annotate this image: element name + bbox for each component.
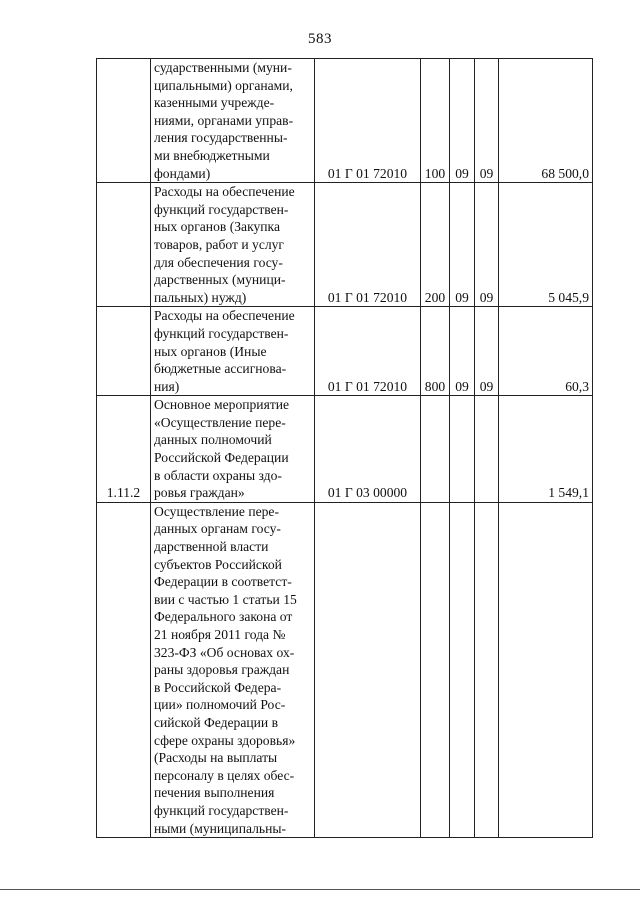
item-number-cell xyxy=(97,502,151,837)
description-line: Расходы на обеспечение xyxy=(154,184,295,200)
description-line: данных органам госу- xyxy=(154,521,281,537)
subsection-cell xyxy=(475,396,499,503)
target-code-cell xyxy=(315,502,421,837)
item-number-cell xyxy=(97,307,151,396)
description-line: функций государствен- xyxy=(154,325,289,341)
description-cell xyxy=(151,502,315,837)
description-line: 21 ноября 2011 года № xyxy=(154,627,286,642)
subsection-cell xyxy=(475,502,499,837)
description-line: ми внебюджетными xyxy=(154,147,270,163)
table-body xyxy=(97,59,593,838)
description-line: персоналу в целях обес- xyxy=(154,767,295,783)
target-code-cell: 01 Г 01 72010 xyxy=(315,59,421,183)
amount-cell: 5 045,9 xyxy=(499,183,593,307)
subsection-cell: 09 xyxy=(475,183,499,307)
description-line: вии с частью 1 статьи 15 xyxy=(154,591,297,607)
description-line: товаров, работ и услуг xyxy=(154,236,285,252)
description-line: ции» полномочий Рос- xyxy=(154,697,286,713)
amount-cell: 60,3 xyxy=(499,307,593,396)
description-line: ния) xyxy=(154,378,180,394)
description-cell xyxy=(151,396,315,503)
description-line: ными (муниципальны- xyxy=(154,820,287,836)
description-cell xyxy=(151,183,315,307)
expense-type-cell xyxy=(421,396,450,503)
expense-type-cell xyxy=(421,502,450,837)
page-number: 583 xyxy=(308,31,332,47)
section-cell: 09 xyxy=(450,307,475,396)
amount-cell: 68 500,0 xyxy=(499,59,593,183)
description-line: дарственных (муници- xyxy=(154,272,286,288)
description-line: «Осуществление пере- xyxy=(154,414,286,430)
description-line: сударственными (муни- xyxy=(154,60,292,75)
table-row xyxy=(97,396,593,503)
description-line: фондами) xyxy=(154,165,211,181)
description-line: Федерации в соответст- xyxy=(154,574,292,590)
description-line: ных органов (Закупка xyxy=(154,219,280,235)
item-number-cell: 1.11.2 xyxy=(97,396,151,503)
description-line: Российской Федерации xyxy=(154,450,289,466)
table-row xyxy=(97,59,593,183)
description-line: Основное мероприятие xyxy=(154,397,290,413)
expense-type-cell: 800 xyxy=(421,307,450,396)
description-line: ных органов (Иные xyxy=(154,343,267,359)
item-number-cell xyxy=(97,59,151,183)
description-line: раны здоровья граждан xyxy=(154,662,290,678)
item-number-cell xyxy=(97,183,151,307)
description-line: пальных) нужд) xyxy=(154,289,247,305)
table-row xyxy=(97,307,593,396)
description-line: бюджетные ассигнова- xyxy=(154,361,287,377)
description-cell xyxy=(151,59,315,183)
amount-cell xyxy=(499,502,593,837)
description-line: 323-ФЗ «Об основах ох- xyxy=(154,644,295,660)
section-cell: 09 xyxy=(450,59,475,183)
amount-cell: 1 549,1 xyxy=(499,396,593,503)
description-cell xyxy=(151,307,315,396)
description-line: дарственной власти xyxy=(154,539,269,555)
table-row xyxy=(97,502,593,837)
subsection-cell: 09 xyxy=(475,59,499,183)
description-line: субъектов Российской xyxy=(154,556,282,572)
section-cell: 09 xyxy=(450,183,475,307)
description-line: ровья граждан» xyxy=(154,485,245,501)
description-line: в Российской Федера- xyxy=(154,679,282,695)
description-line: печения выполнения xyxy=(154,785,275,801)
target-code-cell: 01 Г 03 00000 xyxy=(315,396,421,503)
section-cell xyxy=(450,396,475,503)
description-line: ципальными) органами, xyxy=(154,77,293,93)
description-line: данных полномочий xyxy=(154,432,272,448)
target-code-cell: 01 Г 01 72010 xyxy=(315,307,421,396)
description-line: (Расходы на выплаты xyxy=(154,750,278,766)
subsection-cell: 09 xyxy=(475,307,499,396)
description-line: сийской Федерации в xyxy=(154,714,279,730)
description-line: Расходы на обеспечение xyxy=(154,308,295,324)
description-line: ниями, органами управ- xyxy=(154,112,294,128)
description-line: казенными учрежде- xyxy=(154,95,275,111)
description-line: ления государственны- xyxy=(154,130,288,146)
section-cell xyxy=(450,502,475,837)
description-line: функций государствен- xyxy=(154,802,289,818)
description-line: функций государствен- xyxy=(154,201,289,217)
budget-table xyxy=(96,58,593,838)
description-line: для обеспечения госу- xyxy=(154,254,283,270)
description-line: Федерального закона от xyxy=(154,609,293,625)
expense-type-cell: 200 xyxy=(421,183,450,307)
description-line: в области охраны здо- xyxy=(154,467,282,483)
expense-type-cell: 100 xyxy=(421,59,450,183)
description-line: сфере охраны здоровья» xyxy=(154,732,296,748)
target-code-cell: 01 Г 01 72010 xyxy=(315,183,421,307)
table-row xyxy=(97,183,593,307)
description-line: Осуществление пере- xyxy=(154,503,279,519)
bottom-rule xyxy=(0,889,640,890)
